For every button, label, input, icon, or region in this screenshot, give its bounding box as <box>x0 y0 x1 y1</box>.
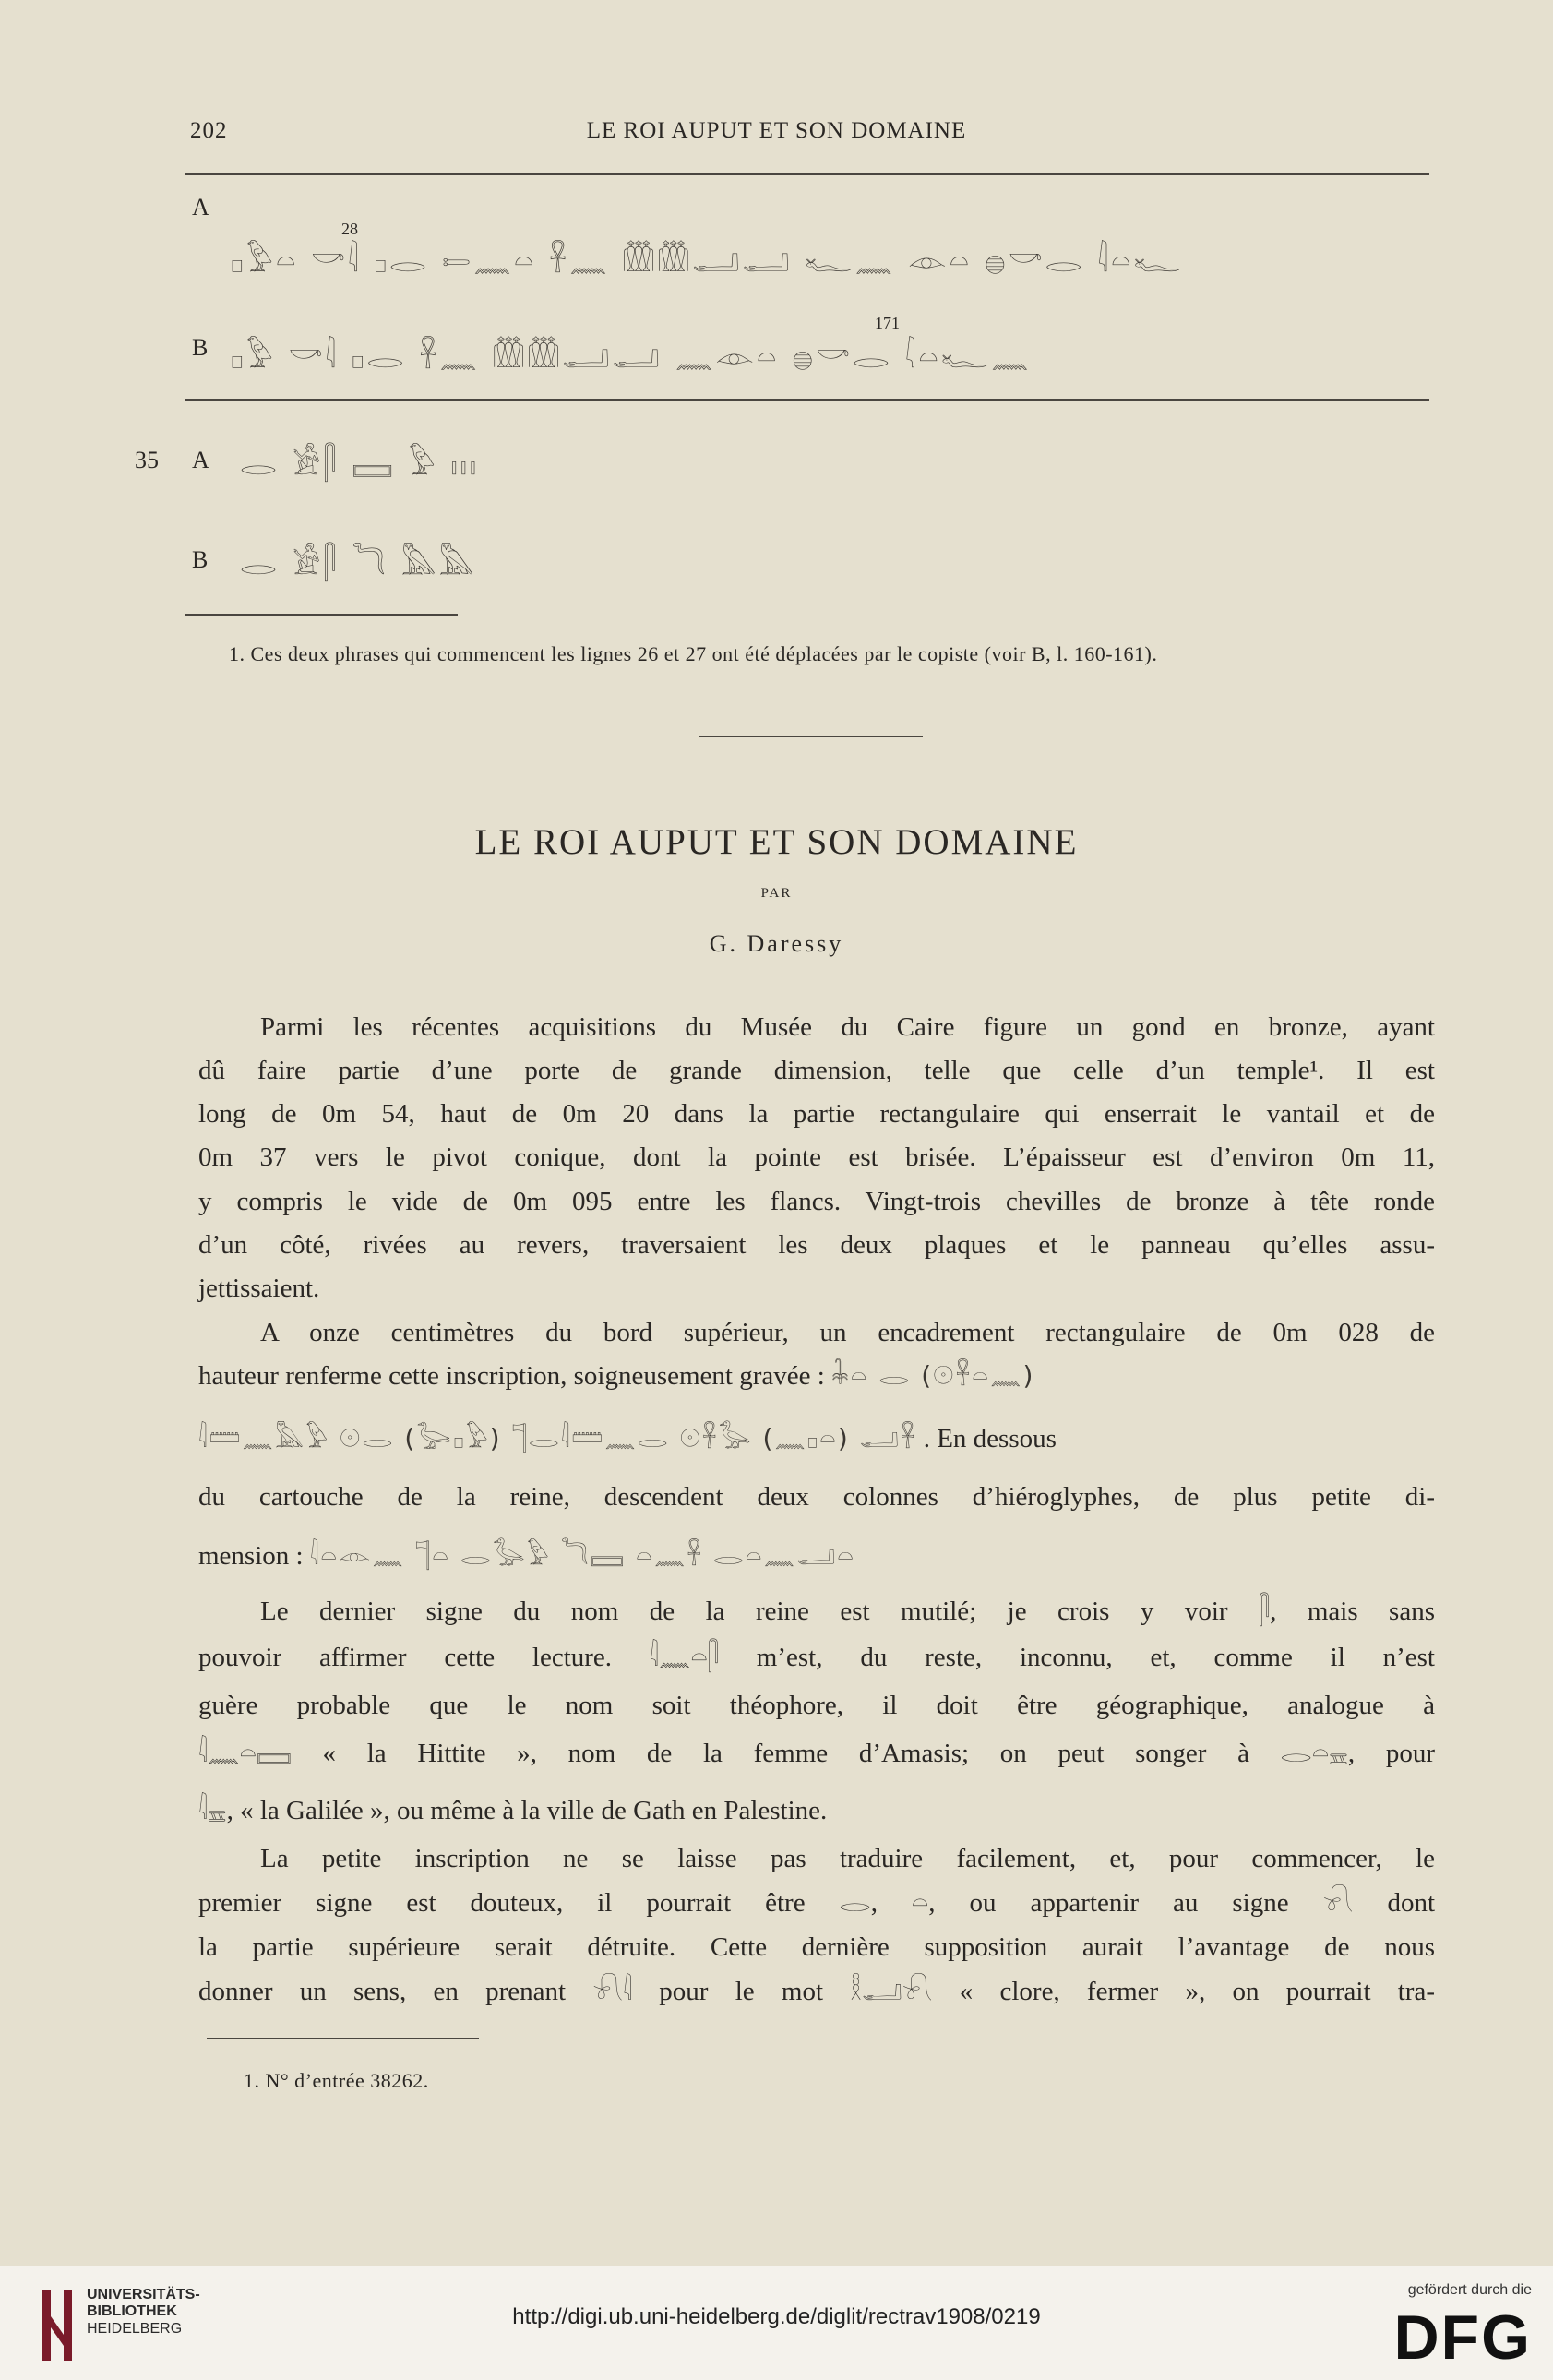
p2-line-3-text: . En dessous <box>923 1424 1057 1453</box>
p3-line-2: pouvoir affirmer cette lecture. 𓇋𓈖𓏏𓋴 m’est, du reste, inconnu, et, comme il n’est <box>198 1643 1435 1672</box>
p4-line-2: premier signe est douteux, il pourrait être 𓂋, 𓏏, ou appartenir au signe 𓍯 dont <box>198 1888 1435 1918</box>
p1-line-5: y compris le vide de 0m 095 entre les flancs. Vingt-trois chevilles de bronze à tête ronde <box>198 1187 1435 1216</box>
p2-line-4: du cartouche de la reine, descendent deux colonnes d’hiéroglyphes, de plus petite di- <box>198 1482 1435 1512</box>
running-title: LE ROI AUPUT ET SON DOMAINE <box>586 118 967 143</box>
hieroglyph-row-a: 𓊪𓅱𓏏 𓎡𓇋 𓊪𓂋 𓍿𓈖𓏏 𓋹𓈖 𓏃𓏃𓂝𓂝 𓆑𓈖 𓁹𓏏 𓐍𓎡𓂋 𓇋𓏏𓆑 <box>231 243 1184 280</box>
p2-line-2-text: hauteur renferme cette inscription, soigneusement gravée : <box>198 1361 825 1391</box>
row-label-a2: A <box>192 447 209 473</box>
p1-line-6: d’un côté, rivées au revers, traversaient les deux plaques et le panneau qu’elles assu- <box>198 1230 1435 1260</box>
footnote-bottom: 1. N° d’entrée 38262. <box>244 2069 429 2092</box>
header-rule <box>185 173 1429 175</box>
p2-line-5 <box>198 1540 1435 1571</box>
hieroglyph-row-d: 𓂋 𓀀𓋴 𓆓 𓅓𓅓 <box>240 545 477 582</box>
hieroglyph-row-b: 𓊪𓅱 𓎡𓇋 𓊪𓂋 𓋹𓈖 𓏃𓏃𓂝𓂝 𓈖𓁹𓏏 𓐍𓎡𓂋 𓇋𓏏𓆑𓈖 <box>231 339 1032 376</box>
hieroglyph-rule <box>185 399 1429 401</box>
p3-line-3: guère probable que le nom soit théophore, il doit être géographique, analogue à <box>198 1691 1435 1720</box>
article-title: LE ROI AUPUT ET SON DOMAINE <box>474 822 1079 862</box>
p2-line-1: A onze centimètres du bord supérieur, un encadrement rectangulaire de 0m 028 de <box>260 1318 1435 1347</box>
footnote-top: 1. Ces deux phrases qui commencent les lignes 26 et 27 ont été déplacées par le copiste (voir B, l. 160-161). <box>229 642 1158 665</box>
row-label-b2: B <box>192 546 209 573</box>
p4-line-3: la partie supérieure serait détruite. Cette dernière supposition aurait l’avantage de nous <box>198 1932 1435 1962</box>
p1-line-3: long de 0m 54, haut de 0m 20 dans la partie rectangulaire qui enserrait le vantail et de <box>198 1099 1435 1129</box>
p1-line-7: jettissaient. <box>198 1274 320 1303</box>
p3-line-5: 𓇋𓈇, « la Galilée », ou même à la ville de Gath en Palestine. <box>198 1796 828 1825</box>
library-line-2: BIBLIOTHEK <box>87 2303 177 2320</box>
funded-by-label: gefördert durch die <box>1407 2282 1532 2298</box>
footnote-rule-top <box>185 614 458 616</box>
p4-line-4: donner un sens, en prenant 𓍯𓇋 pour le mot 𓎛𓂝𓍯 « clore, fermer », on pourrait tra- <box>198 1977 1435 2006</box>
line-number-35: 35 <box>135 447 159 473</box>
row-label-a: A <box>192 194 209 221</box>
p4-line-1: La petite inscription ne se laisse pas traduire facilement, et, pour commencer, le <box>260 1844 1435 1873</box>
row-a-note: 28 <box>341 220 358 238</box>
p1-line-2: dû faire partie d’une porte de grande dimension, telle que celle d’un temple¹. Il est <box>198 1056 1435 1085</box>
p2-line-2 <box>198 1360 1435 1391</box>
row-label-b: B <box>192 334 209 361</box>
p1-line-4: 0m 37 vers le pivot conique, dont la pointe est brisée. L’épaisseur est d’environ 0m 11, <box>198 1142 1435 1172</box>
hieroglyph-row-c: 𓂋 𓀀𓋴 𓈙 𓅱 𓏤𓏤𓏤 <box>240 446 479 483</box>
p2-line-5-text: mension : <box>198 1541 304 1571</box>
article-author: G. Daressy <box>709 930 844 957</box>
article-par: PAR <box>760 886 793 901</box>
cartouche-hieroglyphs: 𓇓𓏏 𓂋 (𓇳𓋹𓏏𓈖) <box>831 1360 1035 1391</box>
section-divider <box>699 736 923 737</box>
inscription-hieroglyphs: 𓇋𓏠𓈖𓅓𓅱 𓇳𓂋 (𓅬𓊪𓅱) 𓊹𓂋𓇋𓏠𓈖𓂋 𓇳𓋹𓅭 (𓈖𓊪𓏏) 𓂝𓋹 <box>198 1423 917 1453</box>
footnote-rule-bottom <box>207 2038 479 2039</box>
p3-line-1: Le dernier signe du nom de la reine est mutilé; je crois y voir 𓋴, mais sans <box>260 1597 1435 1626</box>
page-number: 202 <box>190 118 228 143</box>
row-b-note: 171 <box>875 314 900 332</box>
p1-line-1: Parmi les récentes acquisitions du Musée du Caire figure un gond en bronze, ayant <box>260 1012 1435 1042</box>
library-line-3: HEIDELBERG <box>87 2320 183 2337</box>
library-line-1: UNIVERSITÄTS- <box>87 2287 200 2302</box>
permalink[interactable]: http://digi.ub.uni-heidelberg.de/diglit/rectrav1908/0219 <box>512 2304 1041 2329</box>
p2-line-3 <box>198 1423 1435 1453</box>
p3-line-4: 𓇋𓈖𓏏𓈙 « la Hittite », nom de la femme d’Amasis; on peut songer à 𓂋𓏏𓈇, pour <box>198 1739 1435 1768</box>
column-hieroglyphs: 𓇋𓏏𓁹𓈖 𓊹𓏏 𓂋𓅭𓅱 𓆓𓈙 𓏏𓈖𓋹 𓂋𓏏𓈖𓂝𓏏 <box>309 1540 855 1571</box>
dfg-logo: DFG <box>1393 2302 1532 2373</box>
